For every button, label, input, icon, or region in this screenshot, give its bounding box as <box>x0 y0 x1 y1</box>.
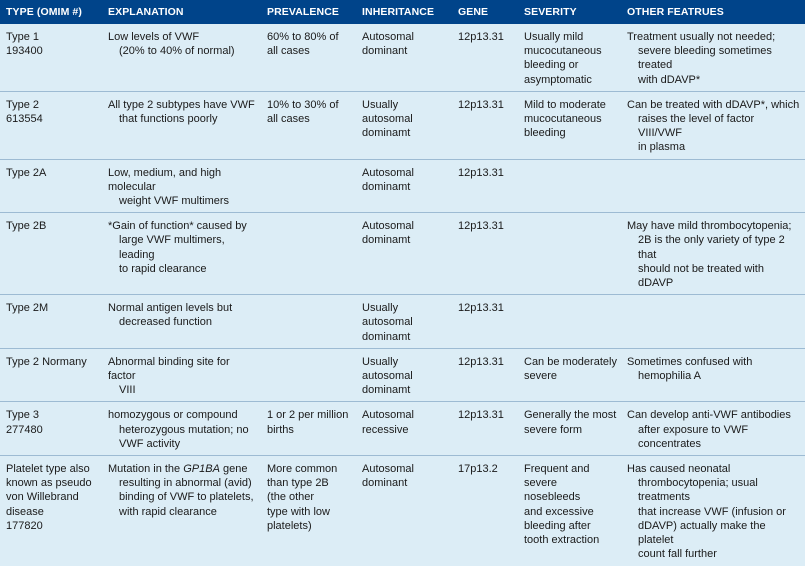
cell-text-line: bleeding after <box>524 519 591 532</box>
cell-severity <box>518 24 621 91</box>
cell-text-line: Treatment usually not needed; <box>627 31 776 43</box>
cell-text-line: tooth extraction <box>524 534 600 547</box>
table-row <box>0 91 805 159</box>
cell-text-line: (20% to 40% of normal) <box>119 45 235 58</box>
cell-text-line: to rapid clearance <box>119 262 207 275</box>
cell-explanation <box>102 24 261 91</box>
cell-text-line: Type 2 Normany <box>6 355 87 368</box>
cell-gene <box>452 295 518 349</box>
cell-text-line: Type 3 <box>6 409 40 422</box>
cell-text-line: thrombocytopenia; usual treatments <box>638 477 758 504</box>
cell-text-line: than type 2B <box>267 477 329 490</box>
cell-text-line: Can develop anti-VWF antibodies <box>627 409 791 422</box>
cell-prevalence <box>261 159 356 213</box>
cell-type <box>0 213 102 295</box>
cell-text-line: mucocutaneous <box>524 113 602 126</box>
cell-text-line: Usually mild <box>524 31 584 43</box>
cell-prevalence <box>261 295 356 349</box>
cell-text-line: and excessive <box>524 505 594 518</box>
cell-text-line: dominamt <box>362 384 411 397</box>
cell-text-line: 17p13.2 <box>458 463 498 476</box>
cell-text-line: 613554 <box>6 113 43 126</box>
cell-text-line: Frequent and severe <box>524 463 590 490</box>
cell-text-line: 12p13.31 <box>458 220 504 233</box>
cell-explanation <box>102 213 261 295</box>
cell-text-line: Generally the most <box>524 409 617 422</box>
col-header-other-features: OTHER FEATRUES <box>621 0 805 24</box>
cell-text-line: dDAVP) actually make the platelet <box>638 519 766 547</box>
cell-text-line: Type 2 <box>6 98 40 111</box>
table-row <box>0 213 805 295</box>
cell-gene <box>452 24 518 91</box>
cell-text-line: severe <box>524 370 558 383</box>
cell-text-line: Autosomal <box>362 220 414 233</box>
cell-inheritance <box>356 402 452 456</box>
cell-inheritance <box>356 348 452 402</box>
cell-text-line: 60% to 80% of <box>267 31 339 43</box>
col-header-prevalence: PREVALENCE <box>261 0 356 24</box>
cell-text-line: 12p13.31 <box>458 98 504 111</box>
cell-other-features <box>621 348 805 402</box>
cell-text-line: Type 2B <box>6 220 47 233</box>
table-row <box>0 456 805 566</box>
cell-text-line: recessive <box>362 423 409 436</box>
cell-text-line: type with low <box>267 505 330 518</box>
cell-text-line: with dDAVP* <box>638 73 701 86</box>
cell-gene <box>452 91 518 159</box>
table-row <box>0 348 805 402</box>
cell-text-line: 277480 <box>6 423 43 436</box>
cell-text-line: dominamt <box>362 234 411 247</box>
cell-text-line: 12p13.31 <box>458 355 504 368</box>
cell-text-line: hemophilia A <box>638 370 701 383</box>
cell-severity <box>518 213 621 295</box>
cell-severity <box>518 402 621 456</box>
cell-text-line: Can be treated with dDAVP*, which <box>627 98 800 111</box>
cell-text-line: Type 2A <box>6 166 47 179</box>
cell-text-line: Autosomal <box>362 166 414 179</box>
cell-type <box>0 159 102 213</box>
cell-text-line: Type 1 <box>6 31 40 43</box>
cell-inheritance <box>356 159 452 213</box>
cell-type <box>0 456 102 566</box>
cell-text-line: decreased function <box>119 316 212 329</box>
cell-text-line: Platelet type also <box>6 463 90 476</box>
cell-text-line: count fall further <box>638 548 717 561</box>
cell-text-line: binding of VWF to platelets, <box>119 491 254 504</box>
cell-severity <box>518 159 621 213</box>
cell-text-line: severe form <box>524 423 583 436</box>
cell-type <box>0 91 102 159</box>
cell-text-line: raises the level of factor VIII/VWF <box>638 113 755 140</box>
cell-text-line: dominamt <box>362 180 411 193</box>
cell-text-line: VWF activity <box>119 437 181 450</box>
table-body <box>0 24 805 566</box>
cell-text-line: May have mild thrombocytopenia; <box>627 220 792 233</box>
cell-text-line: Usually autosomal <box>362 302 413 329</box>
cell-text-line: that increase VWF (infusion or <box>638 505 786 518</box>
col-header-severity: SEVERITY <box>518 0 621 24</box>
cell-type <box>0 348 102 402</box>
cell-text-line: 10% to 30% of <box>267 98 339 111</box>
cell-text-line: platelets) <box>267 519 312 532</box>
cell-other-features <box>621 91 805 159</box>
cell-gene <box>452 213 518 295</box>
cell-text-line: Normal antigen levels but <box>108 302 233 315</box>
cell-other-features <box>621 295 805 349</box>
cell-prevalence <box>261 456 356 566</box>
cell-text-line: severe bleeding sometimes treated <box>638 45 772 72</box>
cell-text-line: Type 2M <box>6 302 49 315</box>
cell-text-line: Sometimes confused with <box>627 355 753 368</box>
cell-text-line: bleeding or <box>524 59 579 72</box>
cell-inheritance <box>356 91 452 159</box>
cell-text-line: Autosomal <box>362 409 414 422</box>
cell-text-line: dominamt <box>362 127 411 140</box>
cell-prevalence <box>261 213 356 295</box>
cell-gene <box>452 348 518 402</box>
cell-text-line: All type 2 subtypes have VWF <box>108 98 255 111</box>
cell-text-line: Usually autosomal <box>362 98 413 126</box>
cell-other-features <box>621 402 805 456</box>
cell-text-line: all cases <box>267 45 310 58</box>
cell-gene <box>452 456 518 566</box>
cell-text-line: known as pseudo <box>6 477 92 490</box>
cell-text-line: that functions poorly <box>119 113 218 126</box>
col-header-type: TYPE (OMIM #) <box>0 0 102 24</box>
cell-other-features <box>621 456 805 566</box>
cell-severity <box>518 348 621 402</box>
cell-text-line: nosebleeds <box>524 491 581 504</box>
cell-text-line: 12p13.31 <box>458 31 504 43</box>
cell-text-line: should not be treated with dDAVP <box>638 262 764 290</box>
cell-text-line: 177820 <box>6 519 43 532</box>
cell-text-line: bleeding <box>524 127 566 140</box>
cell-text-line: Usually autosomal <box>362 355 413 383</box>
col-header-gene: GENE <box>452 0 518 24</box>
cell-type <box>0 295 102 349</box>
cell-prevalence <box>261 91 356 159</box>
cell-severity <box>518 295 621 349</box>
cell-text-line: More common <box>267 463 338 476</box>
cell-text-line: Low levels of VWF <box>108 31 200 43</box>
cell-type <box>0 402 102 456</box>
table-row <box>0 159 805 213</box>
cell-inheritance <box>356 24 452 91</box>
cell-text-line: births <box>267 423 294 436</box>
cell-text-line: Mutation in the GP1BA gene <box>108 463 248 476</box>
cell-other-features <box>621 159 805 213</box>
cell-text-line: all cases <box>267 113 310 126</box>
cell-severity <box>518 456 621 566</box>
cell-inheritance <box>356 213 452 295</box>
cell-explanation <box>102 295 261 349</box>
col-header-inheritance: INHERITANCE <box>356 0 452 24</box>
cell-explanation <box>102 348 261 402</box>
table-row <box>0 402 805 456</box>
cell-other-features <box>621 24 805 91</box>
cell-explanation <box>102 159 261 213</box>
cell-text-line: 12p13.31 <box>458 166 504 179</box>
cell-inheritance <box>356 456 452 566</box>
cell-text-line: Mild to moderate <box>524 98 606 111</box>
col-header-explanation: EXPLANATION <box>102 0 261 24</box>
cell-text-line: VIII <box>119 384 136 397</box>
cell-text-line: Low, medium, and high molecular <box>108 166 222 193</box>
cell-explanation <box>102 456 261 566</box>
cell-gene <box>452 159 518 213</box>
cell-prevalence <box>261 24 356 91</box>
cell-text-line: with rapid clearance <box>119 505 217 518</box>
cell-text-line: 12p13.31 <box>458 409 504 422</box>
cell-text-line: Autosomal <box>362 463 414 476</box>
cell-prevalence <box>261 348 356 402</box>
cell-text-line: dominamt <box>362 330 411 343</box>
cell-text-line: 2B is the only variety of type 2 that <box>638 234 785 261</box>
table-row <box>0 295 805 349</box>
cell-text-line: Autosomal <box>362 31 414 43</box>
cell-text-line: resulting in abnormal (avid) <box>119 477 252 490</box>
cell-text-line: after exposure to VWF concentrates <box>638 423 749 450</box>
cell-explanation <box>102 402 261 456</box>
cell-text-line: Can be moderately <box>524 355 617 368</box>
cell-text-line: weight VWF multimers <box>119 195 230 208</box>
cell-text-line: 193400 <box>6 45 43 58</box>
cell-text-line: dominant <box>362 45 408 58</box>
cell-text-line: mucocutaneous <box>524 45 602 58</box>
cell-type <box>0 24 102 91</box>
cell-gene <box>452 402 518 456</box>
cell-severity <box>518 91 621 159</box>
cell-other-features <box>621 213 805 295</box>
cell-text-line: homozygous or compound <box>108 409 238 422</box>
cell-text-line: (the other <box>267 491 315 504</box>
cell-inheritance <box>356 295 452 349</box>
table-row <box>0 24 805 91</box>
cell-text-line: disease <box>6 505 44 518</box>
header-row <box>0 0 805 24</box>
cell-text-line: dominant <box>362 477 408 490</box>
cell-text-line: 12p13.31 <box>458 302 504 315</box>
cell-text-line: heterozygous mutation; no <box>119 423 249 436</box>
cell-text-line: large VWF multimers, leading <box>119 234 225 261</box>
cell-text-line: von Willebrand <box>6 491 79 504</box>
cell-text-line: 1 or 2 per million <box>267 409 349 422</box>
cell-text-line: asymptomatic <box>524 73 592 86</box>
cell-explanation <box>102 91 261 159</box>
cell-prevalence <box>261 402 356 456</box>
cell-text-line: *Gain of function* caused by <box>108 220 247 233</box>
cell-text-line: Abnormal binding site for factor <box>108 355 230 383</box>
cell-text-line: Has caused neonatal <box>627 463 731 476</box>
cell-text-line: in plasma <box>638 141 686 154</box>
